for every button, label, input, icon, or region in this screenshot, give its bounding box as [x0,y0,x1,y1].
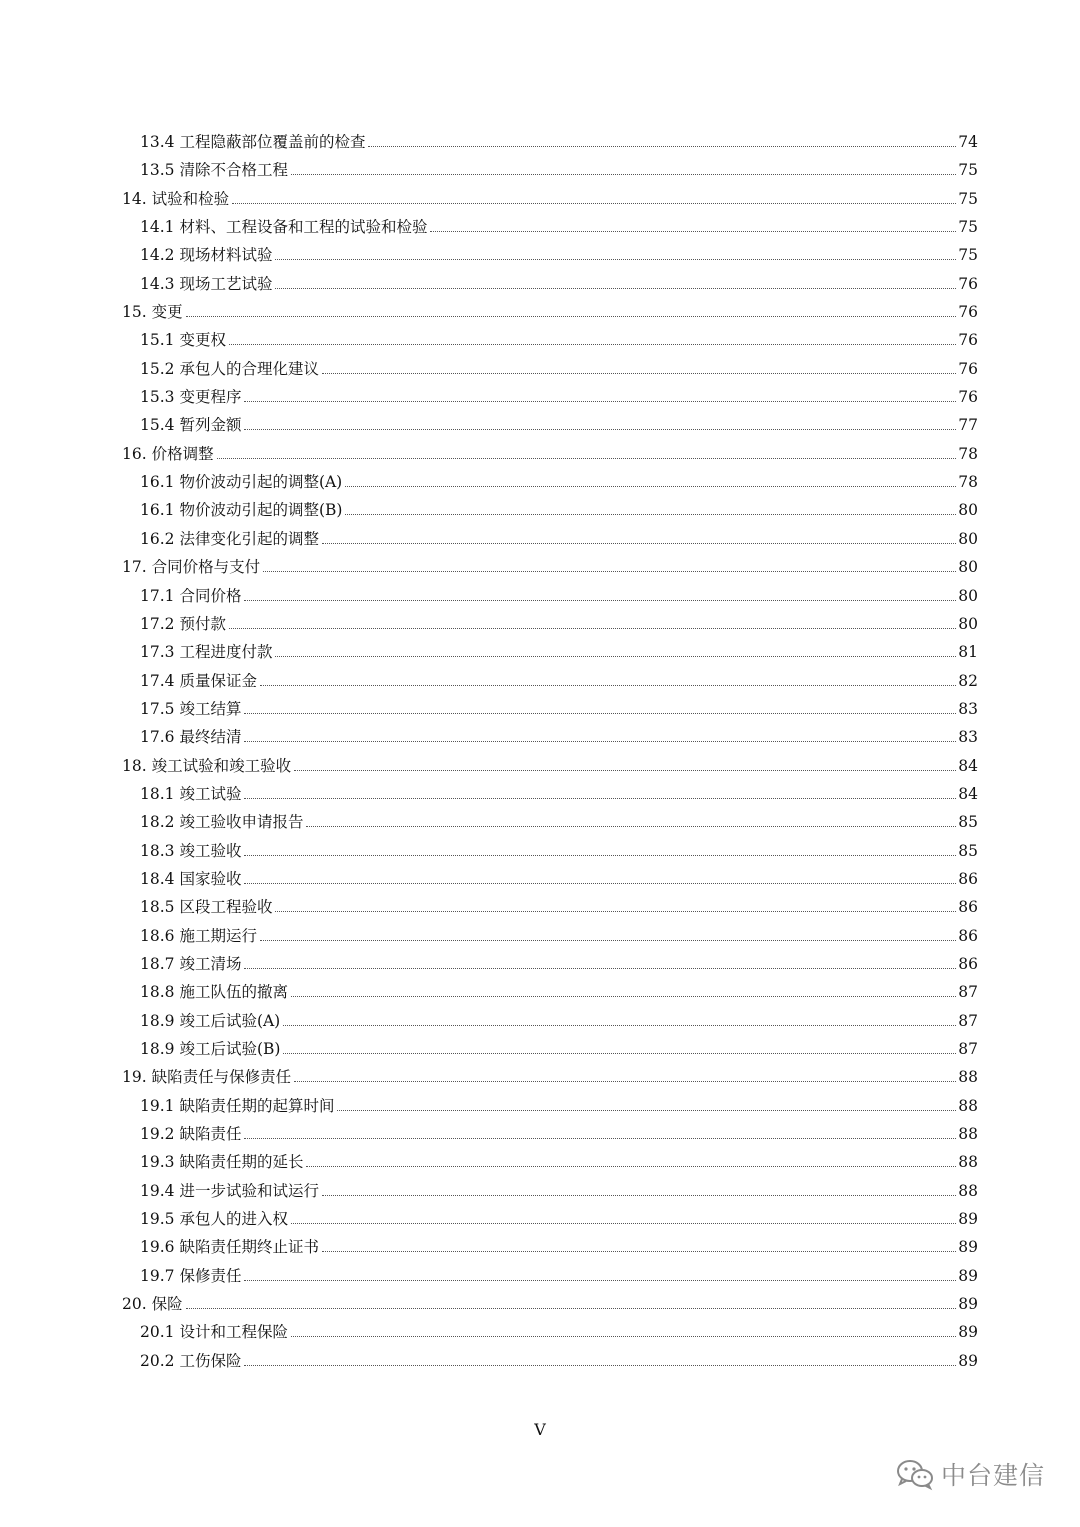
toc-entry-page: 89 [958,1266,978,1285]
toc-entry-label: 18.1 竣工试验 [140,784,242,803]
toc-leader-dots [283,1025,956,1026]
toc-entry-label: 14.3 现场工艺试验 [140,274,273,293]
toc-leader-dots [430,231,956,232]
toc-entry-page: 80 [958,586,978,605]
toc-entry-page: 84 [958,784,978,803]
toc-entry-label: 17.6 最终结清 [140,728,242,747]
toc-entry-label: 19.5 承包人的进入权 [140,1210,288,1229]
toc-section-entry[interactable] [122,1122,978,1150]
toc-leader-dots [322,373,956,374]
toc-entry-label: 17. 合同价格与支付 [122,558,261,577]
toc-leader-dots [244,600,956,601]
toc-leader-dots [275,656,956,657]
toc-section-entry[interactable] [122,385,978,413]
toc-leader-dots [368,146,956,147]
toc-leader-dots [244,1280,956,1281]
toc-section-entry[interactable] [122,669,978,697]
toc-section-entry[interactable] [122,357,978,385]
toc-entry-label: 14.2 现场材料试验 [140,246,273,265]
toc-entry-label: 18.9 竣工后试验(A) [140,1011,281,1030]
toc-entry-label: 16.1 物价波动引起的调整(A) [140,473,343,492]
toc-leader-dots [291,1336,956,1337]
toc-leader-dots [244,798,956,799]
toc-section-entry[interactable] [122,1009,978,1037]
toc-entry-page: 78 [958,473,978,492]
toc-section-entry[interactable] [122,612,978,640]
toc-leader-dots [232,203,956,204]
toc-section-entry[interactable] [122,924,978,952]
toc-leader-dots [275,259,956,260]
toc-section-entry[interactable] [122,527,978,555]
toc-entry-label: 15. 变更 [122,303,183,322]
toc-leader-dots [186,316,957,317]
toc-leader-dots [229,344,956,345]
toc-entry-label: 17.2 预付款 [140,614,226,633]
toc-entry-page: 76 [958,331,978,350]
toc-section-entry[interactable] [122,1349,978,1377]
toc-entry-label: 19.3 缺陷责任期的延长 [140,1153,304,1172]
toc-entry-page: 83 [958,699,978,718]
toc-section-entry[interactable] [122,470,978,498]
toc-section-entry[interactable] [122,839,978,867]
toc-leader-dots [291,996,956,997]
toc-entry-page: 87 [958,1011,978,1030]
toc-section-entry[interactable] [122,584,978,612]
toc-leader-dots [244,713,956,714]
toc-entry-page: 84 [958,756,978,775]
toc-entry-label: 14. 试验和检验 [122,189,230,208]
toc-section-entry[interactable] [122,215,978,243]
toc-entry-label: 15.3 变更程序 [140,388,242,407]
toc-entry-page: 80 [958,614,978,633]
toc-leader-dots [306,1166,956,1167]
toc-entry-page: 89 [958,1323,978,1342]
toc-entry-label: 19.4 进一步试验和试运行 [140,1181,319,1200]
toc-entry-label: 16.2 法律变化引起的调整 [140,529,319,548]
toc-section-entry[interactable] [122,1264,978,1292]
toc-section-entry[interactable] [122,810,978,838]
toc-entry-page: 87 [958,983,978,1002]
toc-leader-dots [322,1251,956,1252]
toc-section-entry[interactable] [122,158,978,186]
toc-entry-page: 76 [958,359,978,378]
toc-section-entry[interactable] [122,867,978,895]
toc-entry-label: 20. 保险 [122,1295,183,1314]
toc-entry-label: 18.8 施工队伍的撤离 [140,983,288,1002]
toc-leader-dots [345,514,956,515]
toc-chapter-entry[interactable] [122,1292,978,1320]
toc-section-entry[interactable] [122,1037,978,1065]
toc-entry-label: 15.4 暂列金额 [140,416,242,435]
toc-entry-page: 78 [958,444,978,463]
toc-entry-page: 80 [958,558,978,577]
page-number: V [534,1420,546,1439]
toc-leader-dots [244,401,956,402]
toc-section-entry[interactable] [122,1179,978,1207]
toc-entry-page: 88 [958,1096,978,1115]
toc-entry-page: 86 [958,926,978,945]
toc-leader-dots [260,940,956,941]
toc-chapter-entry[interactable] [122,442,978,470]
toc-entry-label: 13.5 清除不合格工程 [140,161,288,180]
watermark-text: 中台建信 [941,1461,1046,1490]
toc-entry-label: 16. 价格调整 [122,444,214,463]
toc-leader-dots [337,1110,956,1111]
toc-leader-dots [186,1308,957,1309]
toc-entry-label: 19.7 保修责任 [140,1266,242,1285]
wechat-icon [895,1457,935,1491]
toc-entry-label: 18.2 竣工验收申请报告 [140,813,304,832]
toc-entry-page: 75 [958,246,978,265]
toc-entry-label: 20.1 设计和工程保险 [140,1323,288,1342]
toc-entry-page: 89 [958,1210,978,1229]
toc-leader-dots [275,911,956,912]
toc-entry-page: 87 [958,1040,978,1058]
toc-leader-dots [244,1138,956,1139]
toc-entry-label: 19.2 缺陷责任 [140,1125,242,1144]
toc-leader-dots [244,883,956,884]
toc-leader-dots [294,770,956,771]
toc-entry-label: 18.3 竣工验收 [140,841,242,860]
toc-leader-dots [229,628,956,629]
watermark [895,1456,1045,1492]
toc-leader-dots [244,855,956,856]
toc-section-entry[interactable] [122,1150,978,1178]
toc-entry-label: 18.9 竣工后试验(B) [140,1040,281,1058]
toc-section-entry[interactable] [122,328,978,356]
toc-chapter-entry[interactable] [122,300,978,328]
toc-section-entry[interactable] [122,272,978,300]
toc-entry-page: 86 [958,954,978,973]
toc-chapter-entry[interactable] [122,754,978,782]
toc-entry-page: 76 [958,388,978,407]
toc-entry-page: 85 [958,841,978,860]
toc-leader-dots [263,571,956,572]
toc-entry-page: 83 [958,728,978,747]
toc-entry-label: 18.5 区段工程验收 [140,898,273,917]
toc-leader-dots [283,1053,956,1054]
toc-entry-page: 75 [958,189,978,208]
toc-entry-label: 16.1 物价波动引起的调整(B) [140,501,343,520]
toc-leader-dots [291,174,956,175]
toc-section-entry[interactable] [122,1207,978,1235]
toc-section-entry[interactable] [122,895,978,923]
toc-entry-label: 17.3 工程进度付款 [140,643,273,662]
toc-leader-dots [306,826,956,827]
toc-entry-label: 17.4 质量保证金 [140,671,257,690]
toc-entry-label: 15.1 变更权 [140,331,226,350]
toc-entry-page: 81 [958,643,978,662]
toc-entry-page: 82 [958,671,978,690]
toc-section-entry[interactable] [122,697,978,725]
toc-entry-label: 17.1 合同价格 [140,586,242,605]
toc-section-entry[interactable] [122,952,978,980]
toc-entry-label: 15.2 承包人的合理化建议 [140,359,319,378]
toc-chapter-entry[interactable] [122,1065,978,1093]
toc-section-entry[interactable] [122,498,978,526]
toc-entry-label: 18.4 国家验收 [140,869,242,888]
toc-section-entry[interactable] [122,980,978,1008]
toc-leader-dots [322,1195,956,1196]
toc-entry-page: 77 [958,416,978,435]
toc-entry-page: 89 [958,1238,978,1257]
toc-leader-dots [244,741,956,742]
toc-entry-page: 75 [958,218,978,237]
toc-entry-label: 19. 缺陷责任与保修责任 [122,1068,292,1087]
toc-section-entry[interactable] [122,130,978,158]
toc-entry-page: 89 [958,1295,978,1314]
toc-chapter-entry[interactable] [122,187,978,215]
toc-entry-label: 18.6 施工期运行 [140,926,257,945]
toc-section-entry[interactable] [122,413,978,441]
toc-leader-dots [244,429,956,430]
toc-leader-dots [260,685,956,686]
toc-entry-page: 74 [958,133,978,151]
toc-section-entry[interactable] [122,1320,978,1348]
toc-entry-page: 89 [958,1351,978,1370]
toc-section-entry[interactable] [122,243,978,271]
toc-entry-page: 80 [958,529,978,548]
toc-entry-label: 14.1 材料、工程设备和工程的试验和检验 [140,218,428,237]
toc-leader-dots [322,543,956,544]
toc-leader-dots [244,1365,956,1366]
toc-chapter-entry[interactable] [122,555,978,583]
toc-section-entry[interactable] [122,1235,978,1263]
toc-entry-label: 17.5 竣工结算 [140,699,242,718]
toc-entry-label: 19.1 缺陷责任期的起算时间 [140,1096,335,1115]
toc-leader-dots [291,1223,956,1224]
toc-section-entry[interactable] [122,1094,978,1122]
toc-entry-label: 20.2 工伤保险 [140,1351,242,1370]
toc-entry-label: 13.4 工程隐蔽部位覆盖前的检查 [140,133,366,151]
toc-leader-dots [345,486,956,487]
toc-entry-page: 86 [958,869,978,888]
toc-section-entry[interactable] [122,725,978,753]
toc-entry-page: 76 [958,303,978,322]
toc-leader-dots [275,288,956,289]
toc-entry-page: 86 [958,898,978,917]
toc-entry-page: 88 [958,1181,978,1200]
toc-section-entry[interactable] [122,640,978,668]
toc-entry-page: 88 [958,1068,978,1087]
toc-entry-label: 18.7 竣工清场 [140,954,242,973]
toc-entry-page: 76 [958,274,978,293]
toc-entry-label: 19.6 缺陷责任期终止证书 [140,1238,319,1257]
table-of-contents [122,130,978,1377]
toc-entry-page: 75 [958,161,978,180]
toc-leader-dots [217,458,957,459]
toc-entry-page: 88 [958,1125,978,1144]
toc-entry-page: 85 [958,813,978,832]
toc-leader-dots [294,1081,956,1082]
toc-entry-label: 18. 竣工试验和竣工验收 [122,756,292,775]
toc-leader-dots [244,968,956,969]
toc-section-entry[interactable] [122,782,978,810]
toc-entry-page: 88 [958,1153,978,1172]
toc-entry-page: 80 [958,501,978,520]
